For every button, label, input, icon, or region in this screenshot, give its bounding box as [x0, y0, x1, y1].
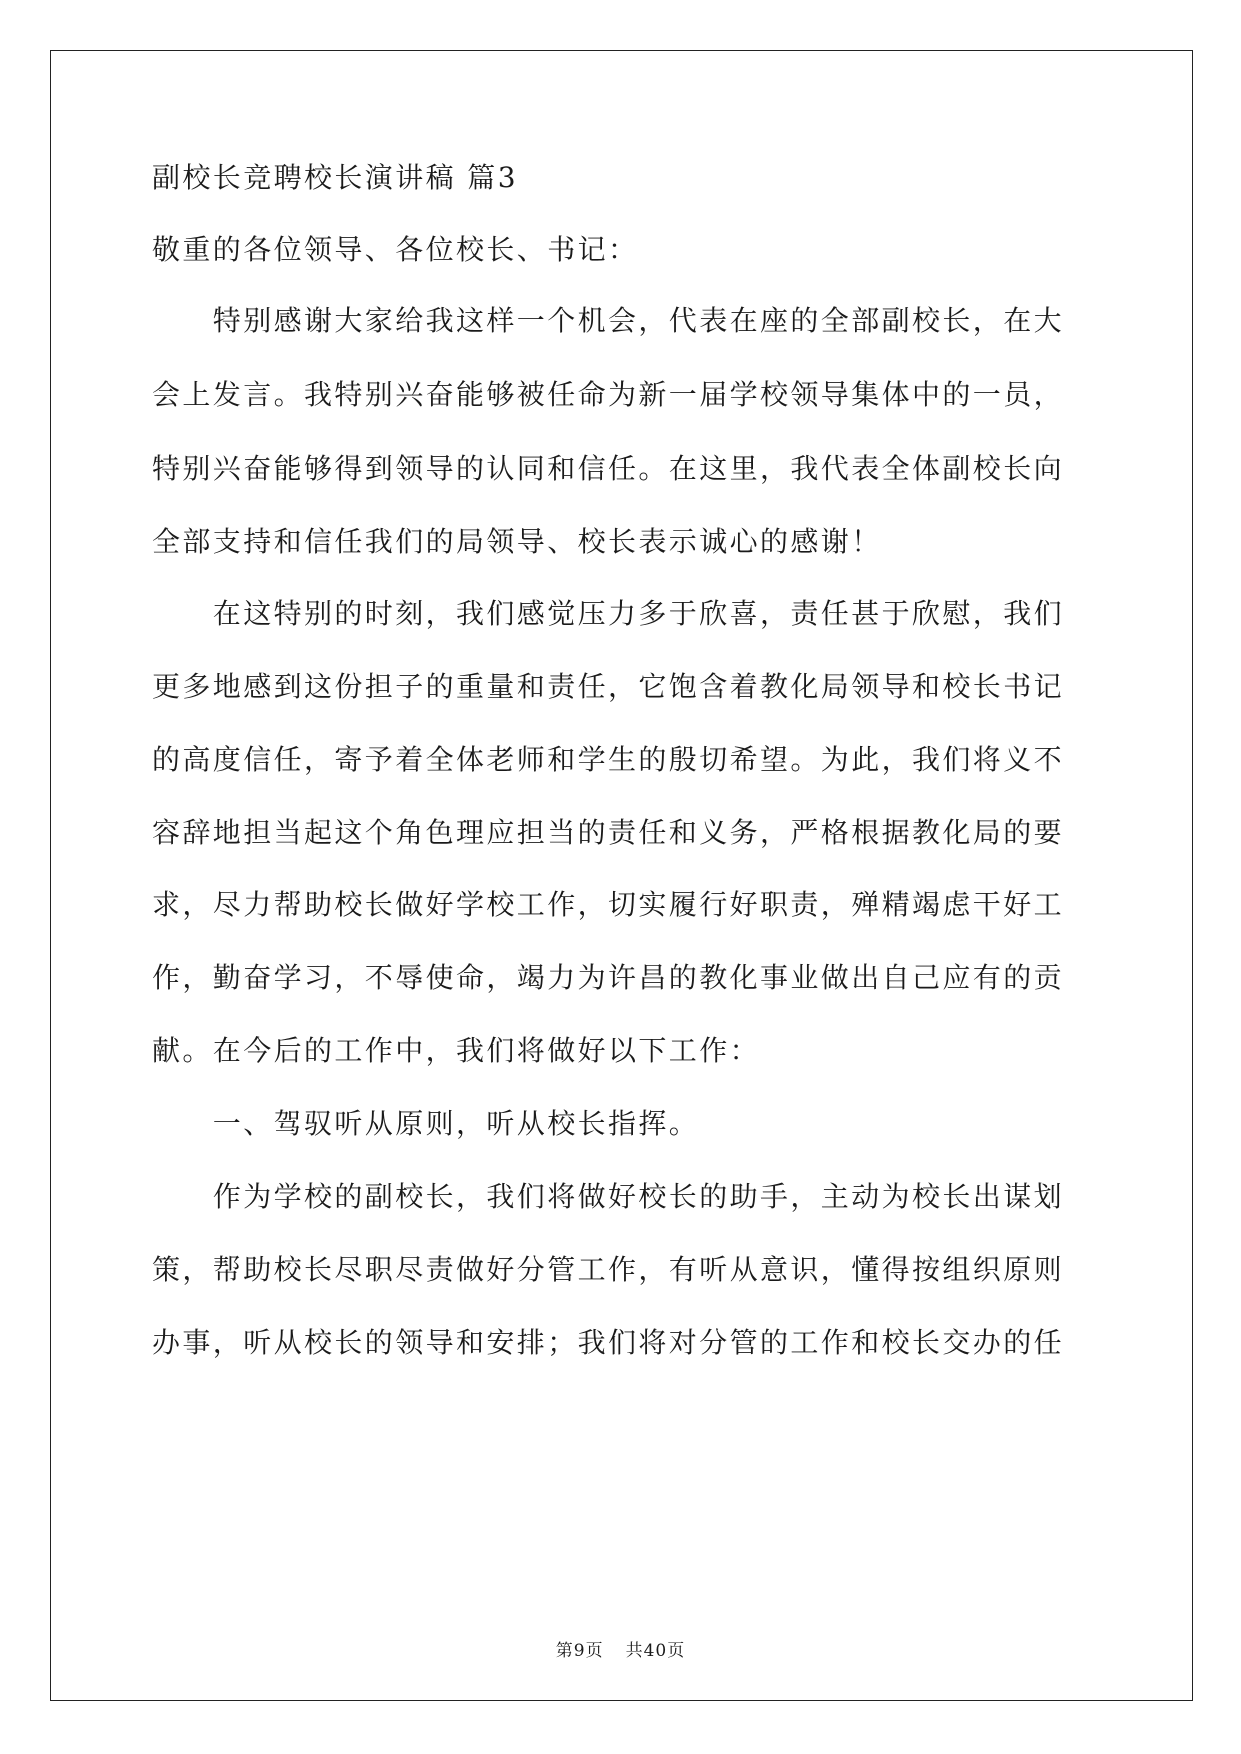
body-line: 在这特别的时刻，我们感觉压力多于欣喜，责任甚于欣慰，我们: [152, 597, 1065, 630]
document-title: 副校长竞聘校长演讲稿 篇3: [152, 161, 518, 194]
body-line: 献。在今后的工作中，我们将做好以下工作：: [152, 1034, 761, 1067]
body-line: 特别感谢大家给我这样一个机会，代表在座的全部副校长，在大: [152, 304, 1065, 337]
body-line: 全部支持和信任我们的局领导、校长表示诚心的感谢！: [152, 525, 882, 558]
body-line: 策，帮助校长尽职尽责做好分管工作，有听从意识，懂得按组织原则: [152, 1253, 1065, 1286]
page-footer: [0, 1636, 1241, 1661]
salutation: 敬重的各位领导、各位校长、书记：: [152, 233, 639, 266]
body-line: 更多地感到这份担子的重量和责任，它饱含着教化局领导和校长书记: [152, 670, 1065, 703]
body-line: 作为学校的副校长，我们将做好校长的助手，主动为校长出谋划: [152, 1180, 1065, 1213]
page-number: 第9页: [555, 1641, 604, 1661]
body-line: 作，勤奋学习，不辱使命，竭力为许昌的教化事业做出自己应有的贡: [152, 961, 1065, 994]
body-line: 特别兴奋能够得到领导的认同和信任。在这里，我代表全体副校长向: [152, 452, 1065, 485]
page-border: [50, 50, 1193, 1701]
body-line: 会上发言。我特别兴奋能够被任命为新一届学校领导集体中的一员，: [152, 378, 1065, 411]
body-line: 办事，听从校长的领导和安排；我们将对分管的工作和校长交办的任: [152, 1326, 1065, 1359]
body-line: 的高度信任，寄予着全体老师和学生的殷切希望。为此，我们将义不: [152, 743, 1065, 776]
section-heading: 一、驾驭听从原则，听从校长指挥。: [152, 1107, 700, 1140]
body-line: 容辞地担当起这个角色理应担当的责任和义务，严格根据教化局的要: [152, 816, 1065, 849]
body-line: 求，尽力帮助校长做好学校工作，切实履行好职责，殚精竭虑干好工: [152, 888, 1065, 921]
page-total: 共40页: [625, 1641, 686, 1661]
